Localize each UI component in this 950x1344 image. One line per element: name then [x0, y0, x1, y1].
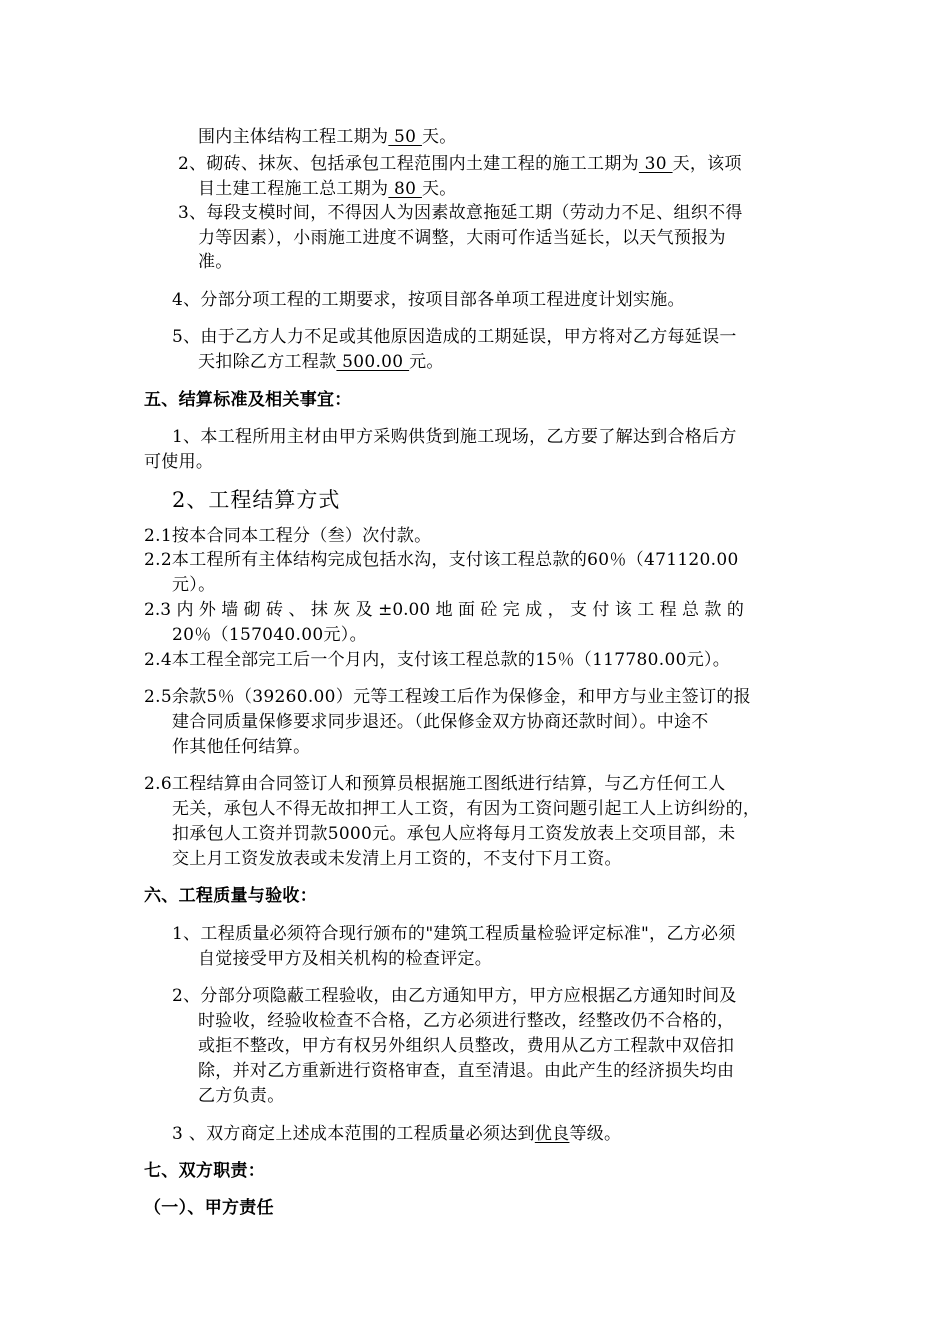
- s5-2-3-line2: 20％（157040.00元）。: [172, 625, 367, 645]
- s6-item3: 3 、双方商定上述成本范围的工程质量必须达到优良等级。: [172, 1124, 622, 1144]
- s6-item2-line4: 除，并对乙方重新进行资格审查，直至清退。由此产生的经济损失均由: [198, 1061, 735, 1081]
- section7-heading: 七、双方职责：: [144, 1161, 266, 1181]
- s5-2-3-line1: 2.3 内 外 墙 砌 砖 、 抹 灰 及 ±0.00 地 面 砼 完 成 ， 支 付 该 工 程 总 款 的: [144, 600, 744, 620]
- s4-item5-line1: 5、由于乙方人力不足或其他原因造成的工期延误，甲方将对乙方每延误一: [172, 327, 737, 347]
- s5-2-5-line1: 2.5余款5％（39260.00）元等工程竣工后作为保修金，和甲方与业主签订的报: [144, 687, 751, 707]
- s4-line1: 围内主体结构工程工期为 50 天。: [198, 127, 457, 147]
- s5-2-6-line2: 无关，承包人不得无故扣押工人工资，有因为工资问题引起工人上访纠纷的，: [172, 799, 761, 819]
- s5-2-5-line2: 建合同质量保修要求同步退还。（此保修金双方协商还款时间）。中途不: [172, 712, 709, 732]
- s4-item3-line1: 3、每段支模时间，不得因人为因素故意拖延工期（劳动力不足、组织不得: [178, 203, 743, 223]
- s5-2-2-line2: 元）。: [172, 575, 216, 595]
- s4-item3-line3: 准。: [198, 252, 233, 272]
- s6-item2-line2: 时验收，经验收检查不合格，乙方必须进行整改，经整改仍不合格的，: [198, 1011, 735, 1031]
- s5-2-4: 2.4本工程全部完工后一个月内，支付该工程总款的15％（117780.00元）。: [144, 650, 731, 670]
- s5-2-5-line3: 作其他任何结算。: [172, 737, 311, 757]
- s5-p1-line1: 1、本工程所用主材由甲方采购供货到施工现场，乙方要了解达到合格后方: [172, 427, 737, 447]
- s5-2-6-line4: 交上月工资发放表或未发清上月工资的，不支付下月工资。: [172, 849, 622, 869]
- s4-item3-line2: 力等因素），小雨施工进度不调整，大雨可作适当延长，以天气预报为: [198, 228, 726, 248]
- s5-2-6-line3: 扣承包人工资并罚款5000元。承包人应将每月工资发放表上交项目部，未: [172, 824, 736, 844]
- s6-item1-line2: 自觉接受甲方及相关机构的检查评定。: [198, 949, 493, 969]
- s6-item1-line1: 1、工程质量必须符合现行颁布的"建筑工程质量检验评定标准"，乙方必须: [172, 924, 736, 944]
- s4-item2-line2: 目土建工程施工总工期为 80 天。: [198, 179, 457, 199]
- section6-heading: 六、工程质量与验收：: [144, 886, 317, 906]
- s4-item4: 4、分部分项工程的工期要求，按项目部各单项工程进度计划实施。: [172, 290, 685, 310]
- section5-heading: 五、结算标准及相关事宜：: [144, 390, 352, 410]
- s4-item5-line2: 天扣除乙方工程款 500.00 元。: [198, 352, 444, 372]
- s5-subheading: 2、工程结算方式: [172, 488, 341, 512]
- s5-2-1: 2.1按本合同本工程分（叁）次付款。: [144, 526, 432, 546]
- s6-item2-line3: 或拒不整改，甲方有权另外组织人员整改，费用从乙方工程款中双倍扣: [198, 1036, 735, 1056]
- s5-2-2-line1: 2.2本工程所有主体结构完成包括水沟，支付该工程总款的60％（471120.00: [144, 550, 739, 570]
- s6-item2-line1: 2、分部分项隐蔽工程验收，由乙方通知甲方，甲方应根据乙方通知时间及: [172, 986, 737, 1006]
- s5-2-6-line1: 2.6工程结算由合同签订人和预算员根据施工图纸进行结算，与乙方任何工人: [144, 774, 726, 794]
- s5-p1-line2: 可使用。: [144, 452, 214, 472]
- s6-item2-line5: 乙方负责。: [198, 1086, 285, 1106]
- section7-sub1: （一）、甲方责任: [144, 1198, 274, 1218]
- s4-item2-line1: 2、砌砖、抹灰、包括承包工程范围内土建工程的施工工期为 30 天，该项: [178, 154, 742, 174]
